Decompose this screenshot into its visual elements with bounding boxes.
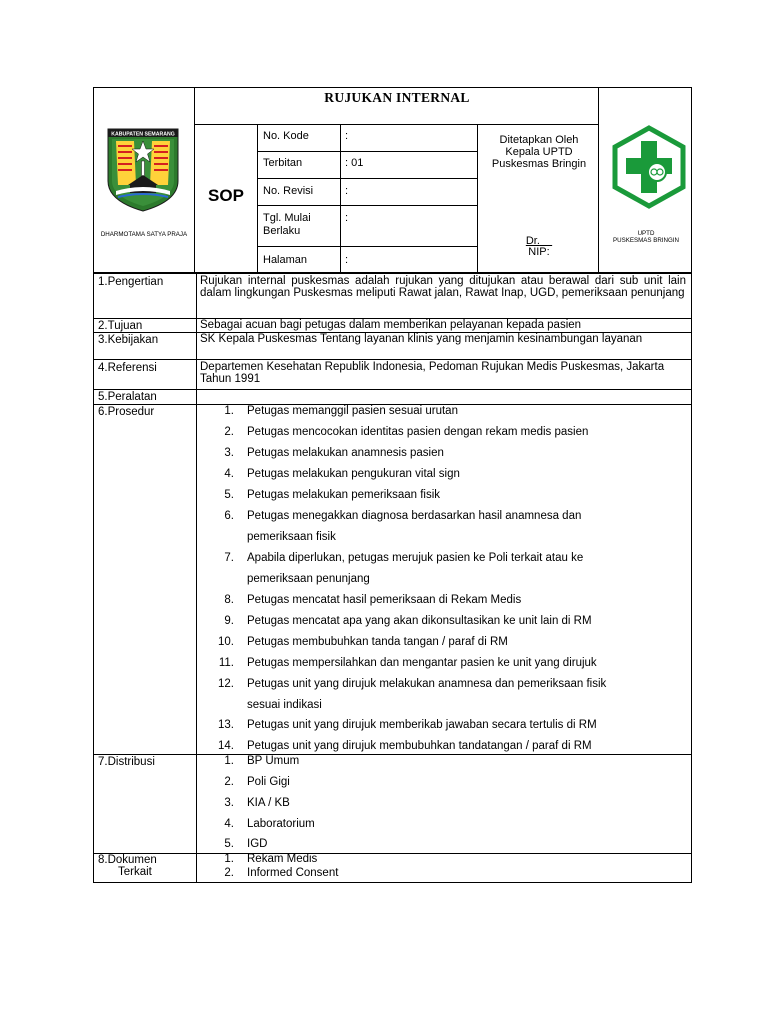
- list-number: 2.: [224, 426, 234, 438]
- right-logo-caption-line: PUSKESMAS BRINGIN: [612, 237, 679, 244]
- meta-label: Halaman: [263, 254, 308, 266]
- list-number: 4.: [224, 468, 234, 480]
- list-item: [200, 447, 686, 461]
- meta-value: :: [345, 185, 349, 197]
- list-item: [200, 719, 686, 733]
- list-item: [200, 740, 686, 754]
- list-number: 1.: [224, 405, 234, 417]
- signatory: [480, 236, 598, 258]
- signatory-name: Dr.: [525, 235, 540, 247]
- list-text: Petugas melakukan anamnesis pasien: [247, 447, 444, 459]
- header-divider: [194, 124, 598, 125]
- list-text: Petugas unit yang dirujuk melakukan anamnesa dan pemeriksaan fisik: [247, 678, 607, 690]
- column-divider: [196, 273, 197, 883]
- list-number: 11.: [218, 657, 234, 669]
- list-text: pemeriksaan penunjang: [247, 573, 370, 585]
- meta-value: :: [345, 212, 349, 224]
- list-text: Petugas unit yang dirujuk membubuhkan tandatangan / paraf di RM: [247, 740, 592, 752]
- approval-line: Ditetapkan Oleh: [499, 134, 579, 146]
- section-text-tujuan: Sebagai acuan bagi petugas dalam memberikan pelayanan kepada pasien: [200, 319, 582, 331]
- header-divider: [477, 124, 478, 273]
- section-label-prosedur: 6.Prosedur: [98, 406, 155, 418]
- list-text: Petugas mencatat hasil pemeriksaan di Rekam Medis: [247, 594, 522, 606]
- list-item: [200, 678, 686, 692]
- list-number: 1.: [224, 853, 234, 865]
- list-text: Laboratorium: [247, 818, 315, 830]
- kabupaten-semarang-emblem: [106, 125, 180, 213]
- list-text: Rekam Medis: [247, 853, 318, 865]
- list-item-continuation: [200, 573, 686, 587]
- list-item: [200, 615, 686, 629]
- list-item: [200, 468, 686, 482]
- list-item: [200, 552, 686, 566]
- meta-label: Tgl. Mulai Berlaku: [263, 212, 311, 237]
- list-number: 13.: [218, 719, 234, 731]
- section-text-kebijakan: SK Kepala Puskesmas Tentang layanan klinis yang menjamin kesinambungan layanan: [200, 333, 643, 345]
- header-divider: [257, 124, 258, 273]
- list-number: 8.: [224, 594, 234, 606]
- svg-text:KABUPATEN SEMARANG: KABUPATEN SEMARANG: [111, 131, 175, 138]
- document-title: RUJUKAN INTERNAL: [324, 90, 470, 105]
- left-emblem-caption: DHARMOTAMA SATYA PRAJA: [100, 231, 188, 238]
- list-item: [200, 867, 686, 881]
- list-item: [200, 426, 686, 440]
- list-item: [200, 818, 686, 832]
- list-number: 4.: [224, 818, 234, 830]
- list-text: Informed Consent: [247, 867, 339, 879]
- header-divider: [257, 246, 477, 247]
- list-item: [200, 755, 686, 769]
- list-number: 3.: [224, 447, 234, 459]
- row-divider: [93, 273, 692, 274]
- header-divider: [194, 87, 195, 273]
- list-number: 1.: [224, 755, 234, 767]
- section-text-pengertian: Rujukan internal puskesmas adalah rujukan yang ditujukan atau berawal dari sub unit lain dalam lingkungan Puskesmas meliputi Rawat jalan, Rawat Inap, UGD, pemeriksaan penunjang: [200, 275, 686, 299]
- list-number: 10.: [218, 636, 234, 648]
- section-label-line: 8.Dokumen: [98, 854, 157, 866]
- meta-value: :: [345, 254, 349, 266]
- list-text: Petugas melakukan pemeriksaan fisik: [247, 489, 441, 501]
- row-divider: [93, 389, 692, 390]
- section-label-referensi: 4.Referensi: [98, 362, 157, 374]
- list-item: [200, 776, 686, 790]
- list-item: [200, 510, 686, 524]
- section-label-line: Terkait: [118, 866, 152, 878]
- list-item-continuation: [200, 699, 686, 713]
- list-text: Petugas mempersilahkan dan mengantar pasien ke unit yang dirujuk: [247, 657, 597, 669]
- list-item: [200, 853, 686, 867]
- list-number: 7.: [224, 552, 234, 564]
- list-item: [200, 489, 686, 503]
- list-text: BP Umum: [247, 755, 300, 767]
- list-text: Petugas memanggil pasien sesuai urutan: [247, 405, 458, 417]
- list-text: Petugas melakukan pengukuran vital sign: [247, 468, 460, 480]
- header-divider: [598, 87, 599, 273]
- list-number: 2.: [224, 776, 234, 788]
- list-text: Petugas membubuhkan tanda tangan / paraf di RM: [247, 636, 508, 648]
- meta-label: No. Revisi: [263, 185, 314, 197]
- list-text: pemeriksaan fisik: [247, 531, 336, 543]
- list-item: [200, 594, 686, 608]
- list-text: Petugas mencatat apa yang akan dikonsultasikan ke unit lain di RM: [247, 615, 592, 627]
- list-item: [200, 797, 686, 811]
- section-label-dokumen: [98, 854, 188, 878]
- list-number: 14.: [218, 740, 234, 752]
- meta-value: :: [345, 130, 349, 142]
- list-item: [200, 636, 686, 650]
- header-divider: [257, 205, 477, 206]
- list-text: Poli Gigi: [247, 776, 290, 788]
- header-divider: [257, 151, 477, 152]
- row-divider: [93, 359, 692, 360]
- right-logo-caption: [601, 230, 691, 244]
- meta-label: No. Kode: [263, 130, 309, 142]
- list-number: 5.: [224, 838, 234, 850]
- section-label-pengertian: 1.Pengertian: [98, 276, 164, 288]
- list-number: 12.: [218, 678, 234, 690]
- list-item: [200, 838, 686, 852]
- approval-line: Kepala UPTD: [505, 146, 573, 158]
- list-item: [200, 405, 686, 419]
- list-text: sesuai indikasi: [247, 699, 322, 711]
- section-label-distribusi: 7.Distribusi: [98, 756, 155, 768]
- header-divider: [257, 178, 477, 179]
- list-item: [200, 657, 686, 671]
- list-item-continuation: [200, 531, 686, 545]
- section-label-kebijakan: 3.Kebijakan: [98, 334, 159, 346]
- list-text: Petugas unit yang dirujuk memberikab jawaban secara tertulis di RM: [247, 719, 597, 731]
- list-text: Apabila diperlukan, petugas merujuk pasien ke Poli terkait atau ke: [247, 552, 584, 564]
- header-divider: [340, 124, 341, 273]
- section-label-tujuan: 2.Tujuan: [98, 320, 143, 332]
- puskesmas-logo: [610, 125, 688, 209]
- section-text-referensi: Departemen Kesehatan Republik Indonesia, Pedoman Rujukan Medis Puskesmas, Jakarta Tahun 1991: [200, 361, 665, 385]
- list-number: 5.: [224, 489, 234, 501]
- sop-label: SOP: [208, 186, 244, 205]
- signatory-nip: NIP:: [528, 246, 550, 258]
- approval-block: [480, 134, 598, 170]
- meta-value: : 01: [345, 157, 364, 169]
- approval-line: Puskesmas Bringin: [491, 158, 587, 170]
- list-text: Petugas menegakkan diagnosa berdasarkan hasil anamnesa dan: [247, 510, 582, 522]
- list-number: 6.: [224, 510, 234, 522]
- list-number: 9.: [224, 615, 234, 627]
- list-text: IGD: [247, 838, 268, 850]
- list-text: KIA / KB: [247, 797, 290, 809]
- list-number: 2.: [224, 867, 234, 879]
- list-number: 3.: [224, 797, 234, 809]
- list-text: Petugas mencocokan identitas pasien dengan rekam medis pasien: [247, 426, 589, 438]
- right-logo-caption-line: UPTD: [637, 230, 655, 237]
- section-label-peralatan: 5.Peralatan: [98, 391, 157, 403]
- meta-label: Terbitan: [263, 157, 303, 169]
